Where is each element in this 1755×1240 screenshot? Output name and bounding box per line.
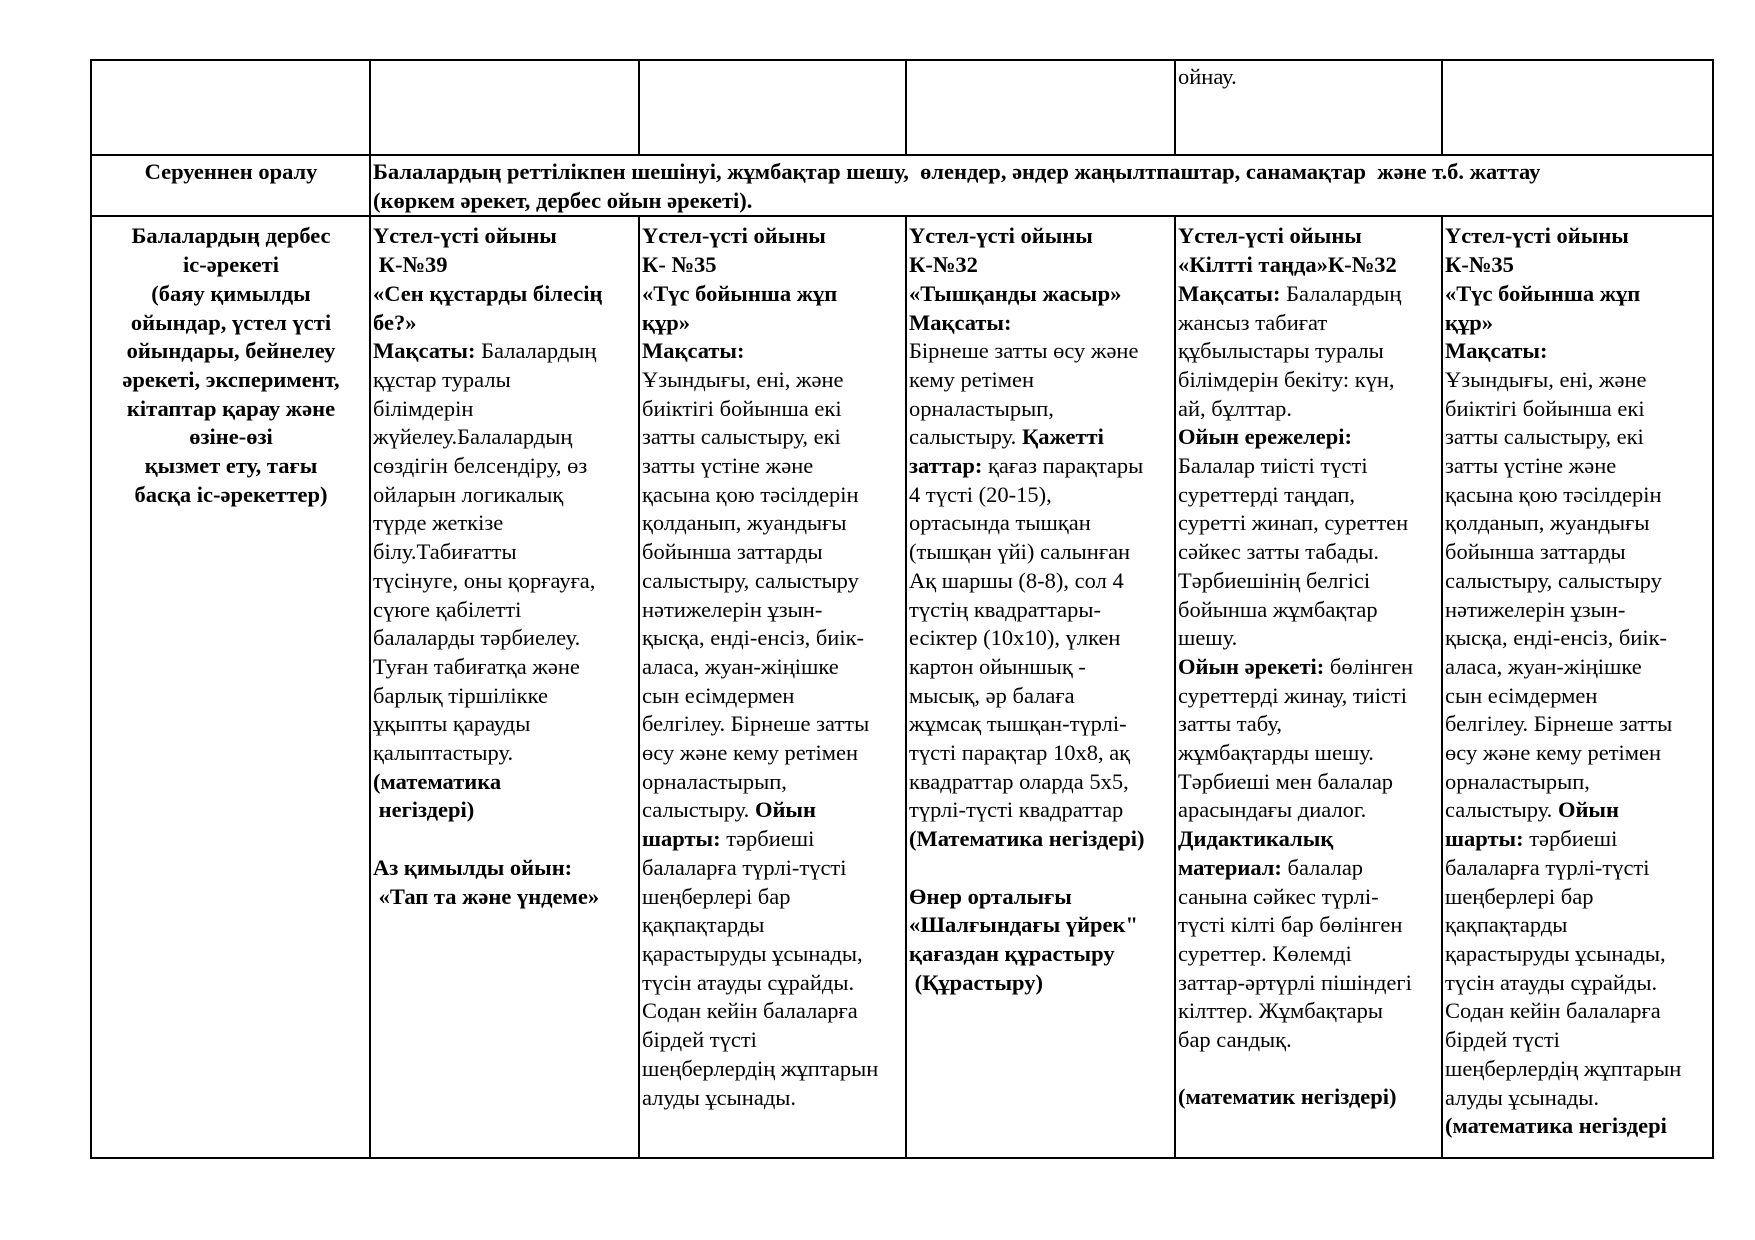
text-line: картон ойыншық - [909,653,1086,679]
game-title: Аз қимылды ойын: [373,854,573,880]
text-line: квадраттар оларда 5х5, [909,768,1129,794]
text-line: құбылыстары туралы [1178,338,1384,364]
art-activity-name: қағаздан құрастыру [909,940,1115,966]
text-line: қасына қою тәсілдерін [1445,481,1662,507]
text-line: биіктігі бойынша екі [1445,395,1645,421]
text-line: Ақ шаршы (8-8), сол 4 [909,567,1124,593]
text-line: кітаптар қарау және [126,395,336,421]
goal-label: Мақсаты: [1445,338,1548,364]
action-label: Ойын әрекеті: [1178,653,1325,679]
text-line: Ұзындығы, ені, және [642,366,844,392]
text-line: орналастырып, [642,768,787,794]
text-line: кему ретімен [909,366,1035,392]
text-line: суреттер. Көлемді [1178,940,1352,966]
activity-cell-2 [639,216,906,1158]
condition-label: шарты: [1445,826,1524,852]
condition-line [642,825,904,854]
text-line: сын есімдермен [642,682,795,708]
condition-lines [642,854,904,1112]
goal-lines [909,337,1173,423]
text-line: кілттер. Жұмбақтары [1178,998,1384,1024]
activity-title: Үстел-үсті ойыны [1445,223,1629,249]
action-line [1178,653,1440,682]
goal-label: Мақсаты: [373,338,476,364]
text-line: сөздігін белсендіру, өз [373,453,588,479]
didactic-lines [1178,883,1440,1055]
text-line: суреттерді жинау, тиісті [1178,682,1408,708]
art-subject: (Құрастыру) [909,969,1044,995]
text-line: бірдей түсті [642,1027,757,1053]
text-line: Бірнеше затты өсу және [909,338,1139,364]
text-line: ойларын логикалық [373,481,564,507]
text-line: затты үстіне және [1445,453,1617,479]
text-line: қысқа, енді-енсіз, биік- [1445,625,1667,651]
activity-code: К-№35 [1445,252,1514,278]
activity-cell-3 [906,216,1175,1158]
text-line: затты табу, [1178,711,1283,737]
text-line: нәтижелерін ұзын- [1445,596,1626,622]
text-line: Балалар тиісті түсті [1178,453,1368,479]
condition-line [1445,796,1711,825]
text-line: бар сандық. [1178,1027,1292,1053]
text-line: түсінуге, оны қорғауға, [373,567,596,593]
text-line: есіктер (10х10), үлкен [909,625,1121,651]
text-line: қарастыруды ұсынады, [1445,940,1666,966]
activity-name: бе?» [373,309,417,335]
text-line: әрекеті, эксперимент, [122,366,340,392]
text-line: Тәрбиешінің белгісі [1178,567,1371,593]
text-line: бойынша жұмбақтар [1178,596,1378,622]
text-line: құстар туралы [373,366,511,392]
activity-code: К-№32 [909,252,978,278]
text-line: Тәрбиеші мен балалар [1178,768,1394,794]
text-line: Содан кейін балаларға [642,998,858,1024]
table-cell [1442,60,1713,155]
content-line: Балалардың реттілікпен шешінуі, жұмбақтар шешу, өлендер, әндер жаңылтпаштар, санамақтар және т.б. жаттау [373,159,1541,184]
text-line: өсу және кему ретімен [642,740,859,766]
text-line: жансыз табиғат [1178,309,1328,335]
text-line: жүйелеу.Балалардың [373,424,573,450]
table-row [91,216,1713,1158]
text-line: қалыптастыру. [373,740,514,766]
table-cell [639,60,906,155]
return-walk-content [370,155,1713,216]
row-label-independent-activity [91,216,370,1158]
text-line: түрде жеткізе [373,510,504,536]
activity-name: «Түс бойынша жұп [1445,280,1641,306]
text-line: қасына қою тәсілдерін [642,481,859,507]
text: балалар [1281,854,1364,880]
text-line: арасындағы диалог. [1178,797,1367,823]
text-line: затты салыстыру, екі [642,424,841,450]
text-line: балаларға түрлі-түсті [642,854,847,880]
text-line: салыстыру, салыстыру [642,567,859,593]
text-line: затты үстіне және [642,453,814,479]
spacer [1178,1055,1440,1084]
text-line: түсті парақтар 10х8, ақ [909,740,1131,766]
table-cell [1175,60,1442,155]
subject-note: (математика негіздері [1445,1113,1667,1139]
text-line: суреттерді таңдап, [1178,481,1356,507]
condition-label: шарты: [642,826,721,852]
rules-lines [1178,452,1440,653]
didactic-line [1178,854,1440,883]
text-line: алуды ұсынады. [1445,1084,1600,1110]
game-name: «Тап та және үндеме» [373,883,600,909]
text-line: қақпақтарды [642,912,765,938]
row-label-return-walk [91,155,370,216]
didactic-label: материал: [1178,854,1282,880]
activity-name: құр» [642,309,690,335]
text-line: шеңберлері бар [642,883,791,909]
spacer [909,854,1173,883]
text-line: балаларға түрлі-түсті [1445,854,1650,880]
activity-cell-4 [1175,216,1442,1158]
activity-name: «Кілтті таңда»К-№32 [1178,252,1397,278]
spacer [373,825,637,854]
goal-lines [642,366,904,797]
text-line: ойындар, үстел үсті [130,309,332,335]
goal-line [373,337,637,366]
text-line: алуды ұсынады. [642,1084,797,1110]
art-activity-name: «Шалғындағы үйрек" [909,912,1138,938]
label-lines [94,222,368,509]
text-line: аласа, жуан-жіңішке [642,653,839,679]
text: тәрбиеші [1523,826,1618,852]
text-line: аласа, жуан-жіңішке [1445,653,1642,679]
activity-code: К- №35 [642,252,717,278]
text-line: білімдерін бекіту: күн, [1178,366,1395,392]
art-center-title: Өнер орталығы [909,883,1072,909]
text-line: санына сәйкес түрлі- [1178,883,1379,909]
goal-label: Мақсаты: [1178,280,1281,306]
text-line: салыстыру, салыстыру [1445,567,1662,593]
text-line: бірдей түсті [1445,1027,1560,1053]
materials-line [909,423,1173,452]
condition-lines [1445,854,1711,1112]
text-line: шеңберлері бар [1445,883,1594,909]
activity-title: Үстел-үсті ойыны [1178,223,1362,249]
text-line: биіктігі бойынша екі [642,395,842,421]
text-line: Туған табиғатқа және [373,653,580,679]
condition-label: Ойын [1557,797,1619,823]
condition-line [642,796,904,825]
cell-text: ойнау. [1178,64,1237,89]
text-line: қысқа, енді-енсіз, биік- [642,625,864,651]
text-line: сын есімдермен [1445,682,1598,708]
goal-label: Мақсаты: [909,309,1012,335]
text-line: басқа іс-әрекеттер) [134,481,328,507]
activity-title: Үстел-үсті ойыны [642,223,826,249]
goal-line [1178,280,1440,309]
text-line: белгілеу. Бірнеше затты [1445,711,1673,737]
text-line: түсін атауды сұрайды. [1445,969,1658,995]
materials-label: заттар: [909,453,983,479]
text-line: суретті жинап, суреттен [1178,510,1409,536]
text-line: заттар-әртүрлі пішіндегі [1178,969,1412,995]
goal-lines [1445,366,1711,797]
text-line: затты салыстыру, екі [1445,424,1644,450]
rules-label: Ойын ережелері: [1178,424,1352,450]
subject-note: (математика [373,768,502,794]
text-line: нәтижелерін ұзын- [642,596,823,622]
activity-cell-5 [1442,216,1713,1158]
materials-label: Қажетті [1021,424,1104,450]
text-line: шеңберлердің жұптарын [1445,1055,1682,1081]
table-cell [91,60,370,155]
goal-text: Балалардың [475,338,597,364]
activity-name: «Тышқанды жасыр» [909,280,1122,306]
activity-name: «Сен құстарды білесің [373,280,603,306]
text-line: сүюге қабілетті [373,596,522,622]
text-line: жұмсақ тышқан-түрлі- [909,711,1127,737]
table-cell [370,60,639,155]
text-line: қолданып, жуандығы [642,510,847,536]
activity-title: Үстел-үсті ойыны [373,223,557,249]
text-line: белгілеу. Бірнеше затты [642,711,870,737]
text-line: бойынша заттарды [1445,539,1626,565]
text-line: сәйкес затты табады. [1178,539,1379,565]
text-line: ортасында тышқан [909,510,1091,536]
didactic-label: Дидактикалық [1178,826,1334,852]
table-row [91,155,1713,216]
subject-note: негіздері) [373,797,475,823]
text-line: (баяу қимылды [151,280,311,306]
text-line: түсін атауды сұрайды. [642,969,855,995]
text-line: 4 түсті (20-15), [909,481,1052,507]
text-line: орналастырып, [1445,768,1590,794]
text: салыстыру. [909,424,1022,450]
row-label-text: Серуеннен оралу [144,159,318,184]
text-line: барлық тіршілікке [373,682,548,708]
table-row [91,60,1713,155]
text-line: өзіне-өзі [189,424,273,450]
text-line: іс-әрекеті [183,252,279,278]
text-line: түрлі-түсті квадраттар [909,797,1124,823]
text-line: өсу және кему ретімен [1445,740,1662,766]
activity-name: «Түс бойынша жұп [642,280,838,306]
materials-line [909,452,1173,481]
goal-lines [1178,309,1440,424]
goal-text: Балалардың [1280,280,1402,306]
text-line: қарастыруды ұсынады, [642,940,863,966]
action-lines [1178,682,1440,826]
text-line: ойындары, бейнелеу [126,338,336,364]
content-line: (көркем әрекет, дербес ойын әрекеті). [373,187,753,213]
table-cell [906,60,1175,155]
text-line: қолданып, жуандығы [1445,510,1650,536]
text-line: шешу. [1178,625,1238,651]
subject-note: (Математика негіздері) [909,826,1145,852]
text-line: білу.Табиғатты [373,539,517,565]
goal-label: Мақсаты: [642,338,745,364]
activity-cell-1 [370,216,639,1158]
text-line: Ұзындығы, ені, және [1445,366,1647,392]
text: қағаз парақтары [982,453,1144,479]
text-line: ай, бұлттар. [1178,395,1293,421]
materials-lines [909,481,1173,825]
activity-name: құр» [1445,309,1493,335]
condition-label: Ойын [754,797,816,823]
condition-line [1445,825,1711,854]
text-line: қақпақтарды [1445,912,1568,938]
text-line: ұқыпты қарауды [373,711,531,737]
activity-title: Үстел-үсті ойыны [909,223,1093,249]
text-line: қызмет ету, тағы [144,453,318,479]
text-line: бойынша заттарды [642,539,823,565]
plan-table [90,59,1714,1159]
text-line: білімдерін [373,395,474,421]
text: салыстыру. [642,797,755,823]
text-line: мысық, әр балаға [909,682,1075,708]
text-line: Содан кейін балаларға [1445,998,1661,1024]
text: салыстыру. [1445,797,1558,823]
text: бөлінген [1324,653,1414,679]
text-line: Балалардың дербес [131,223,331,249]
text-line: орналастырып, [909,395,1054,421]
text-line: түсті кілті бар бөлінген [1178,912,1403,938]
text: тәрбиеші [720,826,815,852]
subject-note: (математик негіздері) [1178,1084,1397,1110]
text-line: түстің квадраттары- [909,596,1101,622]
text-line: шеңберлердің жұптарын [642,1055,879,1081]
text-line: балаларды тәрбиелеу. [373,625,581,651]
text-line: (тышқан үйі) салынған [909,539,1131,565]
activity-code: К-№39 [373,252,448,278]
goal-lines [373,366,637,768]
text-line: жұмбақтарды шешу. [1178,740,1374,766]
